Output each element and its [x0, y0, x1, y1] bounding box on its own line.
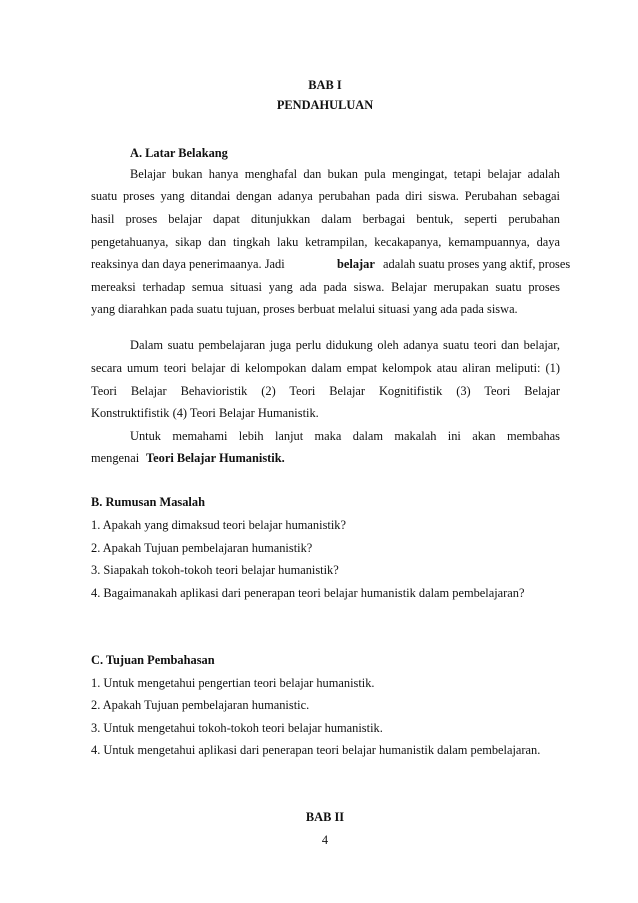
- paragraph-line: pengetahuanya, sikap dan tingkah laku ketrampilan, kecakapanya, kemampuannya, daya: [91, 235, 560, 249]
- keyword-teori-humanistik: Teori Belajar Humanistik.: [146, 451, 285, 465]
- keyword-belajar: belajar: [337, 257, 375, 271]
- list-item: 4. Bagaimanakah aplikasi dari penerapan teori belajar humanistik dalam pembelajaran?: [91, 586, 525, 600]
- chapter-title: BAB I: [308, 78, 342, 92]
- page-number: 4: [321, 833, 329, 847]
- paragraph-line: Konstruktifistik (4) Teori Belajar Humanistik.: [91, 406, 319, 420]
- paragraph-line: mereaksi terhadap semua situasi yang ada pada siswa. Belajar merupakan suatu proses: [91, 280, 560, 294]
- paragraph-line: yang diarahkan pada suatu tujuan, proses berbuat melalui situasi yang ada pada siswa.: [91, 302, 518, 316]
- list-item: 4. Untuk mengetahui aplikasi dari penerapan teori belajar humanistik dalam pembelajaran.: [91, 743, 541, 757]
- list-item: 1. Apakah yang dimaksud teori belajar humanistik?: [91, 518, 346, 532]
- section-a-heading: A. Latar Belakang: [130, 146, 228, 160]
- paragraph-line: Untuk memahami lebih lanjut maka dalam makalah ini akan membahas: [130, 429, 560, 443]
- chapter-2-title: BAB II: [305, 810, 345, 824]
- paragraph-line: Dalam suatu pembelajaran juga perlu didukung oleh adanya suatu teori dan belajar,: [130, 338, 560, 352]
- paragraph-line-part: reaksinya dan daya penerimaanya. Jadi: [91, 257, 285, 271]
- paragraph-line: Belajar bukan hanya menghafal dan bukan pula mengingat, tetapi belajar adalah: [130, 167, 560, 181]
- list-item: 2. Apakah Tujuan pembelajaran humanistik?: [91, 541, 313, 555]
- chapter-subtitle: PENDAHULUAN: [276, 98, 374, 112]
- section-b-heading: B. Rumusan Masalah: [91, 495, 205, 509]
- paragraph-line: secara umum teori belajar di kelompokan dalam empat kelompok atau aliran meliputi: (1): [91, 361, 560, 375]
- list-item: 2. Apakah Tujuan pembelajaran humanistic.: [91, 698, 310, 712]
- section-c-heading: C. Tujuan Pembahasan: [91, 653, 215, 667]
- paragraph-line: suatu proses yang ditandai dengan adanya perubahan pada diri siswa. Perubahan sebagai: [91, 189, 560, 203]
- paragraph-line-part: adalah suatu proses yang aktif, proses: [383, 257, 571, 271]
- paragraph-line: hasil proses belajar dapat ditunjukkan dalam berbagai bentuk, seperti perubahan: [91, 212, 560, 226]
- paragraph-line: Teori Belajar Behavioristik (2) Teori Belajar Kognitifistik (3) Teori Belajar: [91, 384, 560, 398]
- list-item: 3. Siapakah tokoh-tokoh teori belajar humanistik?: [91, 563, 339, 577]
- list-item: 3. Untuk mengetahui tokoh-tokoh teori belajar humanistik.: [91, 721, 383, 735]
- list-item: 1. Untuk mengetahui pengertian teori belajar humanistik.: [91, 676, 375, 690]
- paragraph-line-part: mengenai: [91, 451, 140, 465]
